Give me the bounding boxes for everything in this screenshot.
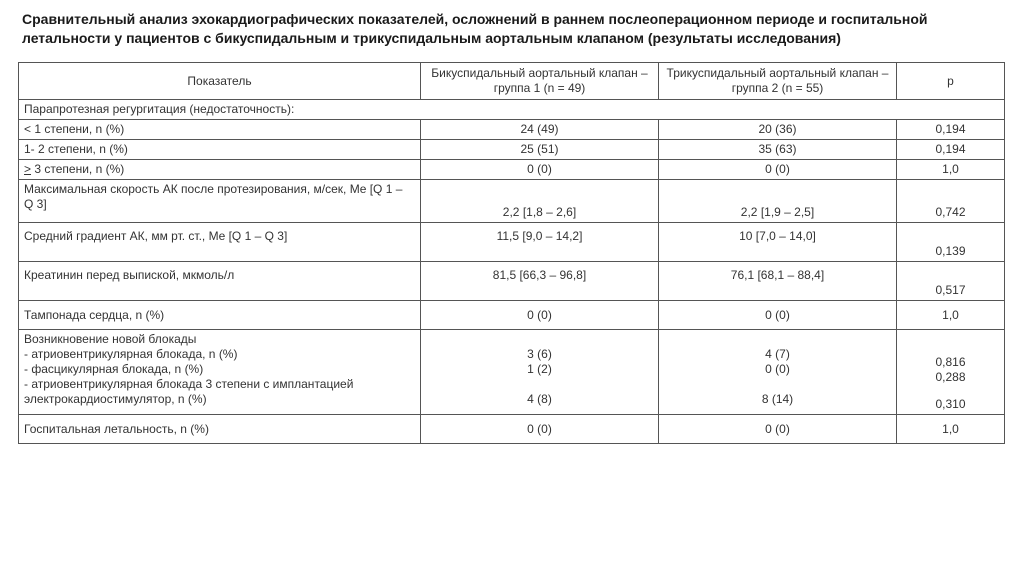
cell-p: 1,0 (897, 301, 1005, 330)
cell-group2: 0 (0) (659, 160, 897, 180)
table-header-row (19, 63, 1005, 100)
block-indicator (19, 330, 421, 415)
block-value: 3 (6) (527, 347, 552, 361)
row-indicator: Средний градиент АК, мм рт. ст., Me [Q 1 – Q 3] (19, 223, 421, 262)
cell-p: 0,517 (897, 262, 1005, 301)
block-p (897, 330, 1005, 415)
table-row (19, 120, 1005, 140)
block-value: 8 (14) (761, 392, 794, 406)
header-indicator: Показатель (19, 63, 421, 100)
cell-group2: 35 (63) (659, 140, 897, 160)
gte-symbol: > (24, 162, 32, 176)
row-indicator: < 1 степени, n (%) (19, 120, 421, 140)
table-row (19, 140, 1005, 160)
row-indicator: 1- 2 степени, n (%) (19, 140, 421, 160)
cell-group2: 0 (0) (659, 301, 897, 330)
block-group2 (659, 330, 897, 415)
cell-group1: 2,2 [1,8 – 2,6] (421, 180, 659, 223)
block-value: 4 (8) (527, 392, 552, 406)
block-value: 0,816 (935, 355, 966, 369)
block-value: 0,288 (935, 370, 966, 384)
cell-group2: 76,1 [68,1 – 88,4] (659, 262, 897, 301)
cell-p: 1,0 (897, 160, 1005, 180)
cell-p: 0,742 (897, 180, 1005, 223)
table-row (19, 160, 1005, 180)
table-row (19, 262, 1005, 301)
cell-group1: 81,5 [66,3 – 96,8] (421, 262, 659, 301)
table-row (19, 180, 1005, 223)
cell-group2: 0 (0) (659, 415, 897, 444)
cell-group2: 10 [7,0 – 14,0] (659, 223, 897, 262)
section-row (19, 100, 1005, 120)
row-indicator (19, 160, 421, 180)
cell-group2: 2,2 [1,9 – 2,5] (659, 180, 897, 223)
page-title: Сравнительный анализ эхокардиографических показателей, осложнений в раннем послеоперационном периоде и госпитальной летальности у пациентов с бикуспидальным и трикуспидальным аортальным клапаном (результаты исследования) (22, 11, 928, 46)
block-group1 (421, 330, 659, 415)
header-group2: Трикуспидальный аортальный клапан – группа 2 (n = 55) (659, 63, 897, 100)
block-line: - фасцикулярная блокада, n (%) (24, 362, 204, 376)
block-value: 4 (7) (765, 347, 790, 361)
cell-group1: 0 (0) (421, 415, 659, 444)
cell-group1: 11,5 [9,0 – 14,2] (421, 223, 659, 262)
cell-group1: 25 (51) (421, 140, 659, 160)
section-label: Парапротезная регургитация (недостаточность): (19, 100, 1005, 120)
row-indicator: Максимальная скорость АК после протезирования, м/сек, Me [Q 1 – Q 3] (19, 180, 421, 223)
block-line: - атриовентрикулярная блокада, n (%) (24, 347, 238, 361)
table-row (19, 415, 1005, 444)
cell-p: 0,194 (897, 140, 1005, 160)
comparison-table (18, 62, 1005, 444)
row-indicator-text: 3 степени, n (%) (31, 162, 125, 176)
cell-group1: 0 (0) (421, 160, 659, 180)
cell-group2: 20 (36) (659, 120, 897, 140)
row-indicator: Госпитальная летальность, n (%) (19, 415, 421, 444)
cell-group1: 0 (0) (421, 301, 659, 330)
cell-p: 0,139 (897, 223, 1005, 262)
cell-p: 0,194 (897, 120, 1005, 140)
table-row (19, 301, 1005, 330)
row-indicator: Тампонада сердца, n (%) (19, 301, 421, 330)
block-title: Возникновение новой блокады (24, 332, 197, 346)
cell-p: 1,0 (897, 415, 1005, 444)
block-value: 0,310 (935, 397, 966, 411)
cell-group1: 24 (49) (421, 120, 659, 140)
block-line: - атриовентрикулярная блокада 3 степени с имплантацией электрокардиостимулятор, n (%) (24, 377, 354, 406)
block-value: 0 (0) (765, 362, 790, 376)
header-p: р (897, 63, 1005, 100)
row-indicator: Креатинин перед выпиской, мкмоль/л (19, 262, 421, 301)
table-row (19, 223, 1005, 262)
block-value: 1 (2) (527, 362, 552, 376)
header-group1: Бикуспидальный аортальный клапан – группа 1 (n = 49) (421, 63, 659, 100)
table-row-block (19, 330, 1005, 415)
